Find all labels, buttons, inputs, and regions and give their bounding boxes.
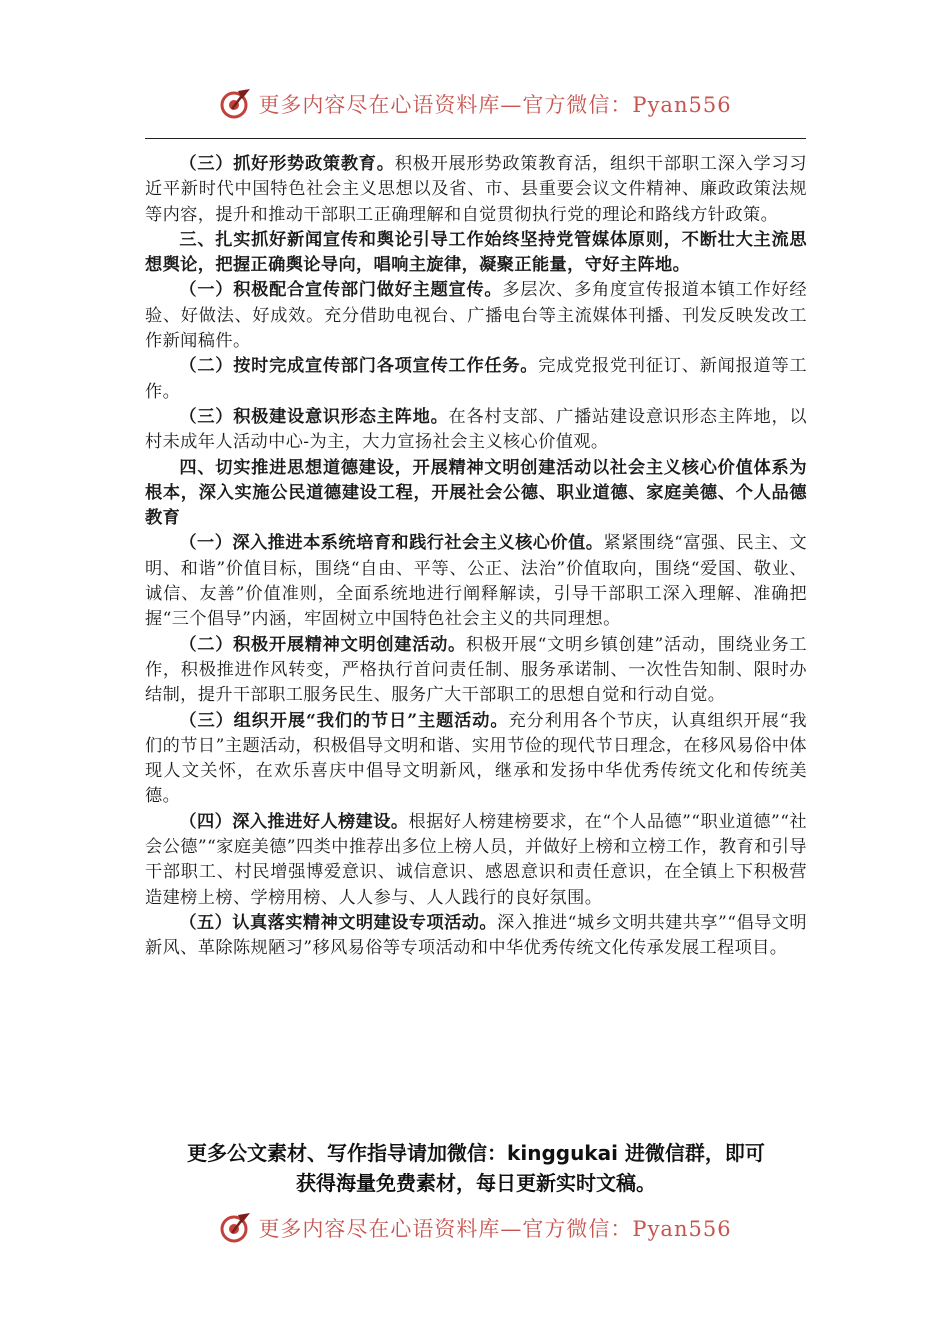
- paragraph: [145, 709, 807, 810]
- paragraph: [145, 810, 807, 911]
- paragraph-text: 在各村支部、广播站建设意识形态主阵地，以村未成年人活动中心-为主，大力宣扬社会主义核心价值观。: [145, 406, 807, 453]
- pen-on-circle-logo-icon: [218, 1211, 252, 1245]
- paragraph-text: 根据好人榜建榜要求，在“个人品德”“职业道德”“社会公德”“家庭美德”四类中推荐出多位上榜人员，并做好上榜和立榜工作，教育和引导干部职工、村民增强博爱意识、诚信意识、感恩意识和责任意识，在全镇上下积极营造建榜上榜、学榜用榜、人人参与、人人践行的良好氛围。: [145, 811, 808, 908]
- promo-line-1: 更多公文素材、写作指导请加微信：kinggukai 进微信群，即可: [187, 1141, 765, 1165]
- paragraph-text: 积极开展形势政策教育活，组织干部职工深入学习习近平新时代中国特色社会主义思想以及省、市、县重要会议文件精神、廉政政策法规等内容，提升和推动干部职工正确理解和自觉贯彻执行党的理论和路线方针政策。: [145, 154, 808, 225]
- paragraph-lead: （五）认真落实精神文明建设专项活动。: [179, 912, 498, 933]
- footer-banner: [0, 1208, 950, 1248]
- banner-text: 更多内容尽在心语资料库—官方微信：Pyan556: [258, 93, 732, 117]
- paragraph: [145, 405, 807, 456]
- paragraph-lead: （四）深入推进好人榜建设。: [179, 811, 409, 832]
- paragraph: [145, 152, 807, 228]
- paragraph-text: 充分利用各个节庆，认真组织开展“我们的节日”主题活动，积极倡导文明和谐、实用节俭的现代节日理念，在移风易俗中体现人文关怀，在欢乐喜庆中倡导文明新风，继承和发扬中华优秀传统文化和传统美德。: [145, 710, 808, 807]
- paragraph-lead: （二）按时完成宣传部门各项宣传工作任务。: [179, 356, 539, 377]
- header-rule: [145, 138, 806, 139]
- paragraph-text: 紧紧围绕“富强、民主、文明、和谐”价值目标，围绕“自由、平等、公正、法治”价值取向，围绕“爱国、敬业、诚信、友善”价值准则，全面系统地进行阐释解读，引导干部职工深入理解、准确把握“三个倡导”内涵，牢固树立中国特色社会主义的共同理想。: [145, 533, 807, 630]
- banner-text: 更多内容尽在心语资料库—官方微信：Pyan556: [258, 1217, 732, 1241]
- paragraph-lead: （三）组织开展“我们的节日”主题活动。: [179, 710, 509, 731]
- paragraph-lead: （一）深入推进本系统培育和践行社会主义核心价值。: [179, 533, 604, 554]
- paragraph: [145, 354, 807, 405]
- paragraph-lead: （三）抓好形势政策教育。: [179, 154, 395, 174]
- paragraph-text: 深入推进“城乡文明共建共享”“倡导文明新风、革除陈规陋习”移风易俗等专项活动和中华优秀传统文化传承发展工程项目。: [145, 912, 807, 959]
- paragraph: [145, 911, 807, 962]
- paragraph-lead: （一）积极配合宣传部门做好主题宣传。: [179, 280, 503, 301]
- paragraph-text: 多层次、多角度宣传报道本镇工作好经验、好做法、好成效。充分借助电视台、广播电台等主流媒体刊播、刊发反映发改工作新闻稿件。: [145, 280, 807, 352]
- paragraph: [145, 633, 807, 709]
- banner-inner: [218, 87, 731, 121]
- paragraph-lead: （二）积极开展精神文明创建活动。: [179, 634, 466, 655]
- document-body: [145, 152, 807, 962]
- paragraph-text: 完成党报党刊征订、新闻报道等工作。: [145, 356, 807, 402]
- paragraph: [145, 531, 807, 632]
- section-heading: 四、切实推进思想道德建设，开展精神文明创建活动以社会主义核心价值体系为根本，深入实施公民道德建设工程，开展社会公德、职业道德、家庭美德、个人品德教育: [145, 457, 807, 529]
- paragraph-text: 积极开展“文明乡镇创建”活动，围绕业务工作，积极推进作风转变，严格执行首问责任制、服务承诺制、一次性告知制、限时办结制，提升干部职工服务民生、服务广大干部职工的思想自觉和行动自觉。: [145, 634, 807, 706]
- promo-notice: [145, 1138, 807, 1198]
- paragraph-lead: （三）积极建设意识形态主阵地。: [179, 406, 449, 427]
- header-banner: [0, 84, 950, 124]
- pen-on-circle-logo-icon: [218, 87, 252, 121]
- promo-line-2: 获得海量免费素材，每日更新实时文稿。: [296, 1171, 656, 1195]
- section-heading: 三、扎实抓好新闻宣传和舆论引导工作始终坚持党管媒体原则，不断壮大主流思想舆论，把握正确舆论导向，唱响主旋律，凝聚正能量，守好主阵地。: [145, 229, 807, 276]
- banner-inner: [218, 1211, 731, 1245]
- paragraph: [145, 278, 807, 354]
